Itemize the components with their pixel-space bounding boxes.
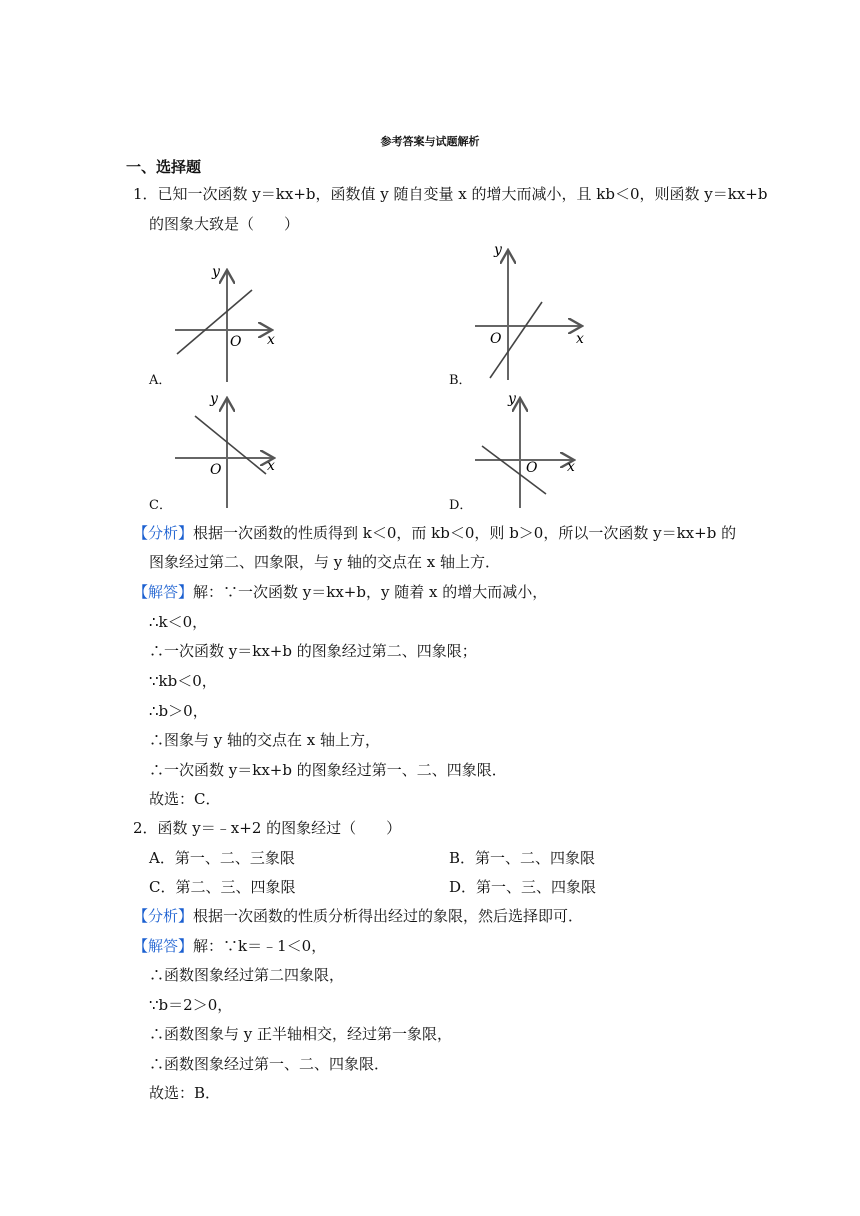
q1-step: ∴图象与 y 轴的交点在 x 轴上方， xyxy=(149,731,381,749)
graph-c xyxy=(170,390,282,510)
q1-step: ∴b＞0， xyxy=(149,702,208,720)
q1-analysis-line2: 图象经过第二、四象限，与 y 轴的交点在 x 轴上方． xyxy=(149,553,501,571)
q1-option-b-label: B． xyxy=(449,373,472,388)
origin-label: O xyxy=(490,331,502,347)
q1-option-a-label: A． xyxy=(149,373,172,388)
q1-stem-line1: 1．已知一次函数 y＝kx+b，函数值 y 随自变量 x 的增大而减小，且 kb＜0，则函数 y＝kx+b xyxy=(133,185,768,203)
q1-step: ∴k＜0， xyxy=(149,613,208,631)
q2-option-a: A．第一、二、三象限 xyxy=(149,849,295,867)
q2-stem: 2．函数 y＝﹣x+2 的图象经过（ ） xyxy=(133,819,402,837)
q1-stem-line2: 的图象大致是（ ） xyxy=(149,215,300,233)
q2-option-c: C．第二、三、四象限 xyxy=(149,878,296,896)
origin-label: O xyxy=(210,462,222,478)
q2-step: ∴函数图象经过第一、二、四象限． xyxy=(149,1055,390,1073)
y-axis-label: y xyxy=(212,264,220,280)
answer-tag: 【解答】 xyxy=(133,583,194,601)
x-axis-label: x xyxy=(267,332,275,348)
q1-step: ∵kb＜0， xyxy=(149,672,217,690)
graph-b xyxy=(470,240,590,382)
q1-answer-line1 xyxy=(133,582,547,602)
q1-option-d-label: D． xyxy=(449,498,473,513)
q2-option-d: D．第一、三、四象限 xyxy=(449,878,597,896)
q2-option-b: B．第一、二、四象限 xyxy=(449,849,596,867)
origin-label: O xyxy=(230,334,242,350)
q2-step: ∴函数图象与 y 正半轴相交，经过第一象限， xyxy=(149,1025,453,1043)
analysis-text: 根据一次函数的性质分析得出经过的象限，然后选择即可． xyxy=(193,907,584,925)
q2-step: ∵b＝2＞0， xyxy=(149,996,233,1014)
origin-label: O xyxy=(526,460,538,476)
q1-option-c-label: C． xyxy=(149,498,172,513)
q1-analysis-line1 xyxy=(133,523,736,543)
y-axis-label: y xyxy=(494,242,502,258)
y-axis-label: y xyxy=(508,391,516,407)
page-title: 参考答案与试题解析 xyxy=(380,135,480,148)
analysis-tag: 【分析】 xyxy=(133,524,194,542)
analysis-text: 根据一次函数的性质得到 k＜0，而 kb＜0，则 b＞0，所以一次函数 y＝kx+b 的 xyxy=(193,524,737,542)
q2-step: ∴函数图象经过第二四象限， xyxy=(149,966,345,984)
q2-answer-line1 xyxy=(133,936,326,956)
y-axis-label: y xyxy=(210,391,218,407)
q1-conclusion: 故选：C． xyxy=(149,790,221,808)
answer-text: 解：∵一次函数 y＝kx+b，y 随着 x 的增大而减小， xyxy=(193,583,548,601)
q1-step: ∴一次函数 y＝kx+b 的图象经过第一、二、四象限． xyxy=(149,761,507,779)
answer-tag: 【解答】 xyxy=(133,937,194,955)
x-axis-label: x xyxy=(567,459,575,475)
x-axis-label: x xyxy=(576,331,584,347)
graph-d xyxy=(470,390,582,510)
function-line xyxy=(195,416,266,474)
q2-analysis xyxy=(133,906,583,926)
q2-conclusion: 故选：B． xyxy=(149,1084,221,1102)
answer-text: 解：∵k＝﹣1＜0， xyxy=(193,937,327,955)
graph-a xyxy=(170,262,282,384)
x-axis-label: x xyxy=(267,458,275,474)
analysis-tag: 【分析】 xyxy=(133,907,194,925)
q1-step: ∴一次函数 y＝kx+b 的图象经过第二、四象限； xyxy=(149,642,477,660)
section-heading: 一、选择题 xyxy=(126,158,202,176)
